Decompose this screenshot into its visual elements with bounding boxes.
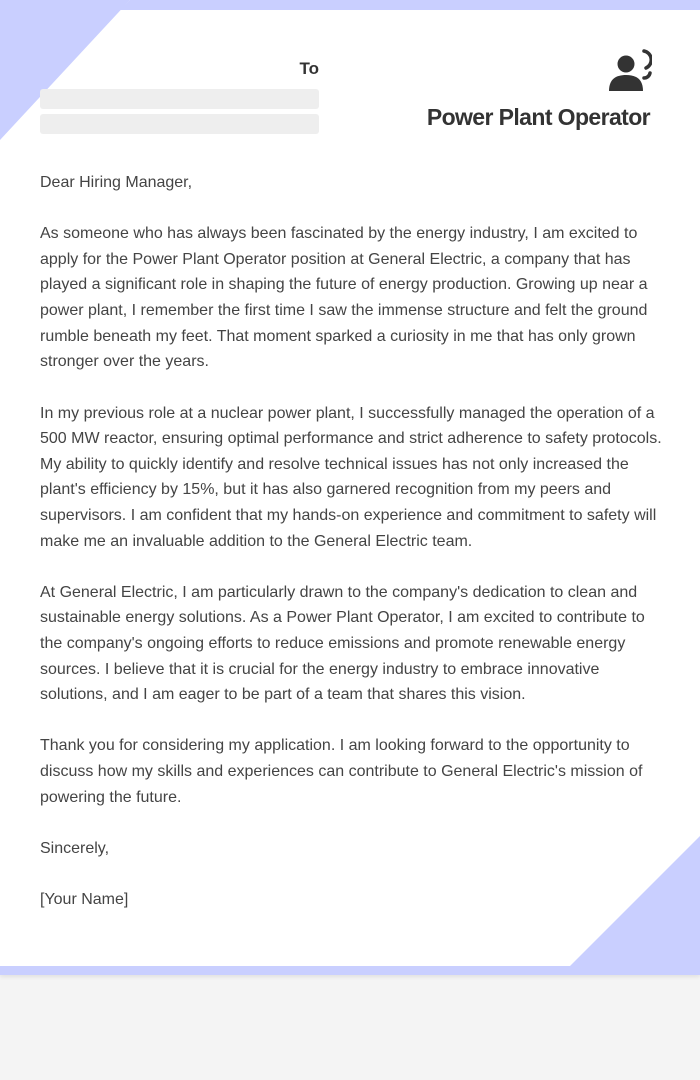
top-edge-band xyxy=(120,0,700,10)
recipient-line-1 xyxy=(40,89,319,109)
recipient-line-2 xyxy=(40,114,319,134)
salutation: Dear Hiring Manager, xyxy=(40,174,193,191)
paragraph-2: In my previous role at a nuclear power plant, I successfully managed the operation of a 500 MW reactor, ensuring optimal performance and strict adherence to safety protocols. My ability to quickly identify and resolve technical issues has not only increased the plant's efficiency by 15%, but it has also garnered recognition from my peers and supervisors. I am confident that my hands-on experience and commitment to safety will make me an invaluable addition to the General Electric team. xyxy=(40,404,662,550)
bottom-edge-band xyxy=(0,966,700,975)
job-title: Power Plant Operator xyxy=(426,104,650,130)
paragraph-4: Thank you for considering my application. I am looking forward to the opportunity to discuss how my skills and experiences can contribute to General Electric's mission of powering the future. xyxy=(40,737,643,806)
paragraph-3: At General Electric, I am particularly drawn to the company's dedication to clean and sustainable energy solutions. As a Power Plant Operator, I am excited to contribute to the company's ongoing efforts to reduce emissions and promote renewable energy sources. I believe that it is crucial for the energy industry to embrace innovative solutions, and I am eager to be part of a team that shares this vision. xyxy=(40,583,645,704)
paragraph-1: As someone who has always been fascinated by the energy industry, I am excited to apply for the Power Plant Operator position at General Electric, a company that has played a significant role in shaping the future of energy production. Growing up near a power plant, I remember the first time I saw the immense structure and felt the ground rumble beneath my feet. That moment sparked a curiosity in me that has only grown stronger over the years. xyxy=(40,225,648,371)
closing: Sincerely, xyxy=(40,839,110,857)
recipient-label: To xyxy=(299,59,319,78)
user-icon xyxy=(606,48,652,92)
signature: [Your Name] xyxy=(40,891,129,909)
letter-body xyxy=(40,170,665,938)
